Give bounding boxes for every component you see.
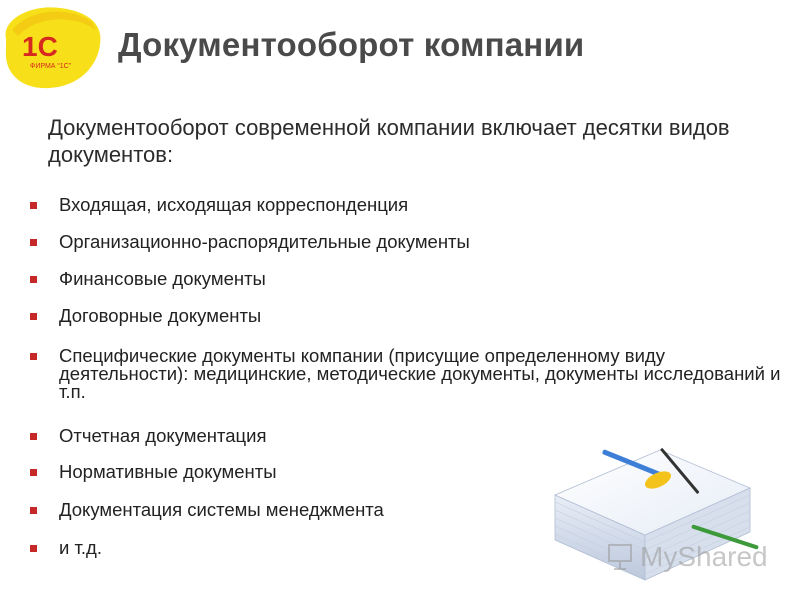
- list-item: [30, 307, 795, 325]
- list-item-text: Специфические документы компании (присущие определенному виду деятельности): медицинские, методические документы, документы исследований и т.п.: [59, 345, 781, 402]
- logo-sub-text: ФИРМА “1С”: [30, 63, 71, 70]
- bullet-icon: [30, 469, 37, 476]
- watermark-text: MyShared: [640, 541, 768, 572]
- list-item: [30, 233, 795, 251]
- list-item: [30, 270, 795, 288]
- logo-main-text: 1С: [22, 31, 58, 62]
- company-logo: [0, 0, 110, 100]
- bullet-icon: [30, 202, 37, 209]
- list-item-text: Организационно-распорядительные документы: [59, 231, 470, 252]
- list-item-text: Входящая, исходящая корреспонденция: [59, 194, 409, 215]
- list-item-text: Отчетная документация: [59, 425, 267, 446]
- list-item-text: и т.д.: [59, 537, 102, 558]
- presentation-icon: [606, 542, 636, 572]
- slide-title: Документооборот компании: [118, 26, 585, 63]
- bullet-icon: [30, 353, 37, 360]
- list-item-text: Документация системы менеджмента: [59, 499, 384, 520]
- myshared-watermark: [606, 540, 768, 574]
- bullet-icon: [30, 239, 37, 246]
- list-item: [30, 196, 795, 214]
- 1c-logo-icon: [0, 0, 110, 100]
- list-item-text: Нормативные документы: [59, 461, 277, 482]
- bullet-icon: [30, 276, 37, 283]
- list-item-text: Финансовые документы: [59, 268, 266, 289]
- list-item: [30, 347, 795, 401]
- bullet-icon: [30, 545, 37, 552]
- list-item-text: Договорные документы: [59, 305, 262, 326]
- bullet-icon: [30, 433, 37, 440]
- bullet-icon: [30, 507, 37, 514]
- slide-intro: Документооборот современной компании включает десятки видов документов:: [48, 115, 730, 167]
- bullet-icon: [30, 313, 37, 320]
